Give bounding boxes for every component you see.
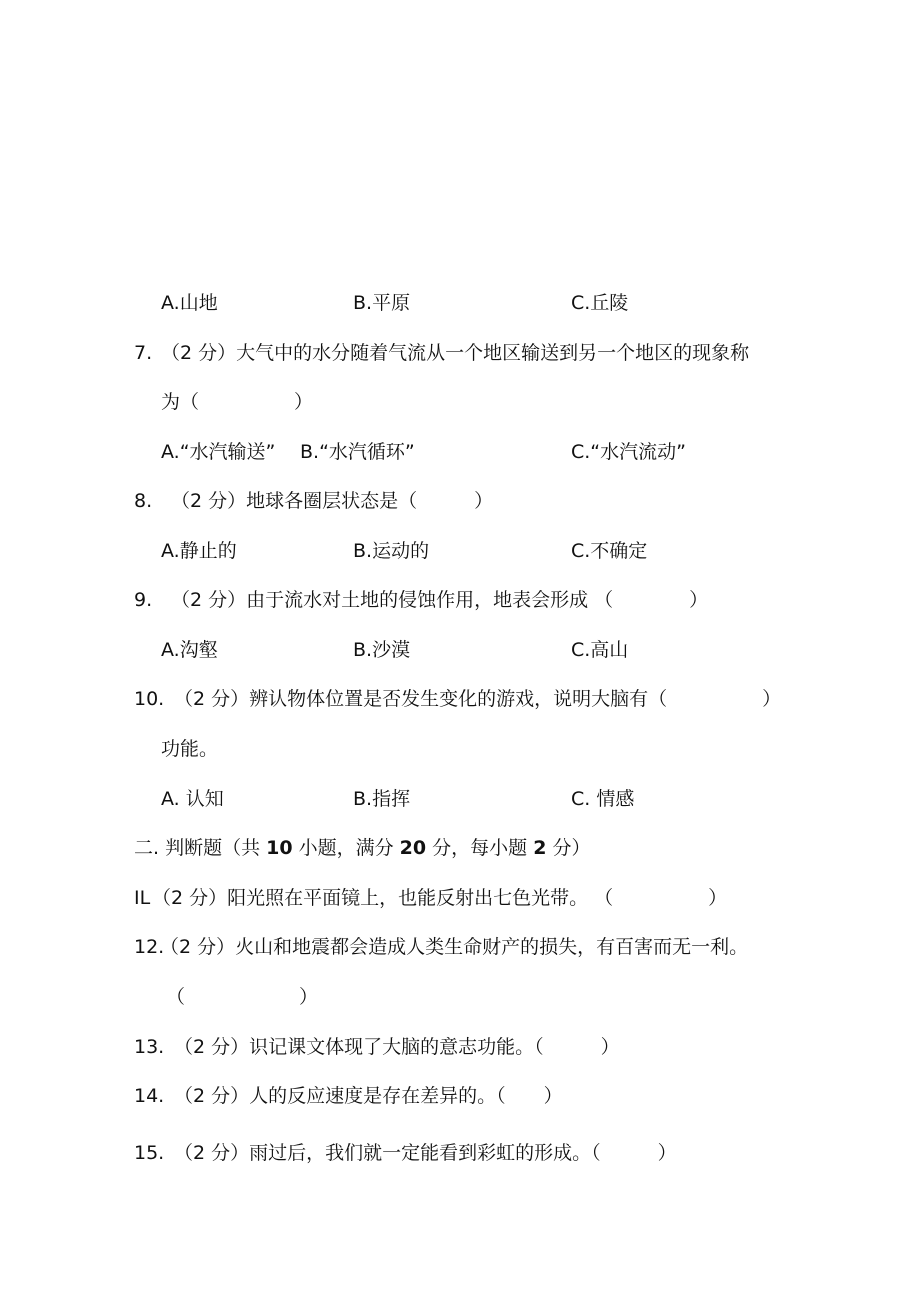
- q15-number: 15.: [134, 1142, 165, 1164]
- q7-text: （2 分）大气中的水分随着气流从一个地区输送到另一个地区的现象称: [161, 342, 750, 364]
- q8-number: 8.: [134, 490, 153, 512]
- q14-number: 14.: [134, 1085, 165, 1107]
- q10-text-cont: 功能。: [161, 738, 219, 760]
- q15-text: （2 分）雨过后，我们就一定能看到彩虹的形成。（ ）: [174, 1142, 677, 1164]
- q9-option-b: B.沙漠: [353, 639, 411, 661]
- q9-option-c: C.高山: [571, 639, 629, 661]
- q11-number: IL: [134, 887, 151, 909]
- q7-number: 7.: [134, 342, 153, 364]
- q10-number: 10.: [134, 688, 165, 710]
- section-per-question-score: 2: [533, 837, 547, 859]
- section-heading-true-false: [134, 836, 591, 860]
- section-heading-mid1: 小题，满分: [292, 837, 400, 859]
- q8-option-a: A.静止的: [161, 540, 237, 562]
- q6-option-a: A.山地: [161, 292, 218, 314]
- q13-number: 13.: [134, 1036, 165, 1058]
- q10-option-a: A. 认知: [161, 788, 224, 810]
- q13-text: （2 分）识记课文体现了大脑的意志功能。（ ）: [174, 1036, 620, 1058]
- q11-text: （2 分）阳光照在平面镜上，也能反射出七色光带。 （ ）: [152, 887, 728, 909]
- q9-text: （2 分）由于流水对土地的侵蚀作用，地表会形成 （ ）: [171, 589, 709, 611]
- q14-text: （2 分）人的反应速度是存在差异的。（ ）: [174, 1085, 563, 1107]
- q10-option-c: C. 情感: [571, 788, 635, 810]
- q12-text-cont: （ ）: [166, 986, 319, 1008]
- q7-option-c: C.“水汽流动”: [571, 441, 686, 463]
- q7-text-cont: 为（ ）: [161, 391, 314, 413]
- q8-text: （2 分）地球各圈层状态是（ ）: [171, 490, 494, 512]
- q6-option-c: C.丘陵: [571, 292, 629, 314]
- section-question-count: 10: [266, 837, 293, 859]
- q6-option-b: B.平原: [353, 292, 411, 314]
- q10-option-b: B.指挥: [353, 788, 411, 810]
- q8-option-c: C.不确定: [571, 540, 648, 562]
- q12-number: 12.: [134, 936, 165, 958]
- q7-option-a: A.“水汽输送”: [161, 441, 276, 463]
- q12-text: （2 分）火山和地震都会造成人类生命财产的损失，有百害而无一利。: [160, 936, 749, 958]
- section-heading-mid2: 分，每小题: [426, 837, 534, 859]
- q7-option-b: B.“水汽循环”: [300, 441, 415, 463]
- q9-option-a: A.沟壑: [161, 639, 218, 661]
- q9-number: 9.: [134, 589, 153, 611]
- section-total-score: 20: [399, 837, 427, 859]
- q10-text: （2 分）辨认物体位置是否发生变化的游戏，说明大脑有（ ）: [174, 688, 782, 710]
- section-heading-suffix: 分）: [546, 837, 591, 859]
- section-heading-prefix: 二. 判断题（共: [134, 837, 267, 859]
- q8-option-b: B.运动的: [353, 540, 430, 562]
